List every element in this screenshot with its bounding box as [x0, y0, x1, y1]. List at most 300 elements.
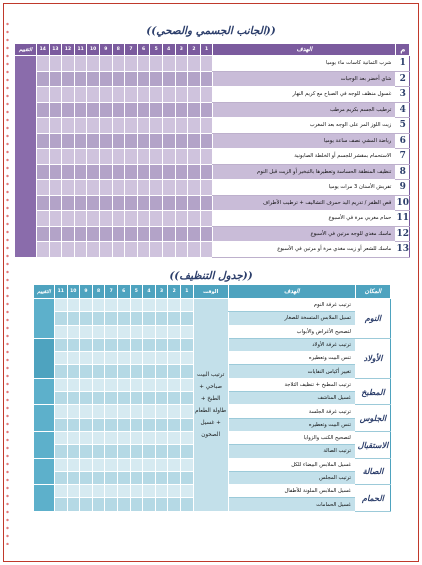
- day-check-cell[interactable]: [49, 180, 62, 196]
- day-check-cell[interactable]: [143, 418, 156, 431]
- day-check-cell[interactable]: [67, 445, 80, 458]
- day-check-cell[interactable]: [105, 392, 118, 405]
- day-check-cell[interactable]: [99, 71, 112, 87]
- day-check-cell[interactable]: [200, 211, 213, 227]
- day-check-cell[interactable]: [67, 471, 80, 484]
- day-check-cell[interactable]: [155, 458, 168, 471]
- day-check-cell[interactable]: [180, 299, 193, 312]
- day-check-cell[interactable]: [54, 498, 67, 511]
- day-check-cell[interactable]: [54, 378, 67, 391]
- day-check-cell[interactable]: [99, 242, 112, 258]
- day-check-cell[interactable]: [117, 392, 130, 405]
- day-check-cell[interactable]: [92, 352, 105, 365]
- day-check-cell[interactable]: [49, 164, 62, 180]
- day-check-cell[interactable]: [188, 71, 201, 87]
- day-check-cell[interactable]: [74, 133, 87, 149]
- day-check-cell[interactable]: [49, 242, 62, 258]
- day-check-cell[interactable]: [155, 352, 168, 365]
- day-check-cell[interactable]: [117, 338, 130, 351]
- day-check-cell[interactable]: [200, 164, 213, 180]
- day-check-cell[interactable]: [168, 312, 181, 325]
- day-check-cell[interactable]: [87, 211, 100, 227]
- day-check-cell[interactable]: [54, 458, 67, 471]
- day-check-cell[interactable]: [125, 211, 138, 227]
- day-check-cell[interactable]: [188, 164, 201, 180]
- day-check-cell[interactable]: [125, 71, 138, 87]
- day-check-cell[interactable]: [117, 458, 130, 471]
- day-check-cell[interactable]: [37, 149, 50, 165]
- day-check-cell[interactable]: [200, 133, 213, 149]
- day-check-cell[interactable]: [155, 392, 168, 405]
- day-check-cell[interactable]: [105, 312, 118, 325]
- day-check-cell[interactable]: [137, 180, 150, 196]
- evaluation-cell[interactable]: [34, 405, 55, 432]
- day-check-cell[interactable]: [180, 458, 193, 471]
- day-check-cell[interactable]: [37, 118, 50, 134]
- day-check-cell[interactable]: [130, 431, 143, 444]
- day-check-cell[interactable]: [80, 338, 93, 351]
- day-check-cell[interactable]: [62, 164, 75, 180]
- day-check-cell[interactable]: [180, 312, 193, 325]
- day-check-cell[interactable]: [80, 378, 93, 391]
- day-check-cell[interactable]: [54, 365, 67, 378]
- day-check-cell[interactable]: [200, 180, 213, 196]
- day-check-cell[interactable]: [180, 431, 193, 444]
- day-check-cell[interactable]: [143, 352, 156, 365]
- day-check-cell[interactable]: [188, 180, 201, 196]
- day-check-cell[interactable]: [155, 431, 168, 444]
- day-check-cell[interactable]: [67, 418, 80, 431]
- day-check-cell[interactable]: [74, 226, 87, 242]
- day-check-cell[interactable]: [99, 195, 112, 211]
- day-check-cell[interactable]: [99, 164, 112, 180]
- day-check-cell[interactable]: [37, 195, 50, 211]
- day-check-cell[interactable]: [80, 325, 93, 338]
- day-check-cell[interactable]: [62, 149, 75, 165]
- day-check-cell[interactable]: [130, 299, 143, 312]
- day-check-cell[interactable]: [200, 242, 213, 258]
- day-check-cell[interactable]: [130, 312, 143, 325]
- day-check-cell[interactable]: [175, 195, 188, 211]
- day-check-cell[interactable]: [54, 299, 67, 312]
- day-check-cell[interactable]: [74, 149, 87, 165]
- day-check-cell[interactable]: [143, 498, 156, 511]
- day-check-cell[interactable]: [175, 133, 188, 149]
- day-check-cell[interactable]: [137, 71, 150, 87]
- day-check-cell[interactable]: [168, 498, 181, 511]
- day-check-cell[interactable]: [155, 485, 168, 498]
- day-check-cell[interactable]: [180, 445, 193, 458]
- day-check-cell[interactable]: [175, 71, 188, 87]
- day-check-cell[interactable]: [125, 242, 138, 258]
- day-check-cell[interactable]: [80, 431, 93, 444]
- day-check-cell[interactable]: [168, 471, 181, 484]
- day-check-cell[interactable]: [80, 312, 93, 325]
- day-check-cell[interactable]: [87, 226, 100, 242]
- day-check-cell[interactable]: [62, 87, 75, 103]
- day-check-cell[interactable]: [143, 378, 156, 391]
- day-check-cell[interactable]: [155, 471, 168, 484]
- day-check-cell[interactable]: [67, 352, 80, 365]
- day-check-cell[interactable]: [87, 242, 100, 258]
- day-check-cell[interactable]: [54, 471, 67, 484]
- day-check-cell[interactable]: [130, 378, 143, 391]
- day-check-cell[interactable]: [80, 405, 93, 418]
- day-check-cell[interactable]: [49, 71, 62, 87]
- day-check-cell[interactable]: [92, 431, 105, 444]
- day-check-cell[interactable]: [112, 242, 125, 258]
- day-check-cell[interactable]: [200, 102, 213, 118]
- day-check-cell[interactable]: [54, 338, 67, 351]
- day-check-cell[interactable]: [150, 164, 163, 180]
- day-check-cell[interactable]: [175, 149, 188, 165]
- day-check-cell[interactable]: [117, 431, 130, 444]
- day-check-cell[interactable]: [92, 378, 105, 391]
- day-check-cell[interactable]: [175, 226, 188, 242]
- day-check-cell[interactable]: [105, 365, 118, 378]
- evaluation-cell[interactable]: [15, 56, 37, 258]
- day-check-cell[interactable]: [137, 242, 150, 258]
- day-check-cell[interactable]: [80, 445, 93, 458]
- day-check-cell[interactable]: [200, 87, 213, 103]
- day-check-cell[interactable]: [37, 226, 50, 242]
- day-check-cell[interactable]: [162, 149, 175, 165]
- day-check-cell[interactable]: [54, 418, 67, 431]
- day-check-cell[interactable]: [87, 195, 100, 211]
- day-check-cell[interactable]: [137, 102, 150, 118]
- day-check-cell[interactable]: [200, 118, 213, 134]
- day-check-cell[interactable]: [80, 485, 93, 498]
- day-check-cell[interactable]: [180, 471, 193, 484]
- day-check-cell[interactable]: [117, 418, 130, 431]
- day-check-cell[interactable]: [117, 485, 130, 498]
- day-check-cell[interactable]: [137, 149, 150, 165]
- day-check-cell[interactable]: [137, 133, 150, 149]
- evaluation-cell[interactable]: [34, 338, 55, 378]
- day-check-cell[interactable]: [130, 392, 143, 405]
- day-check-cell[interactable]: [162, 56, 175, 72]
- day-check-cell[interactable]: [130, 352, 143, 365]
- day-check-cell[interactable]: [62, 118, 75, 134]
- day-check-cell[interactable]: [175, 180, 188, 196]
- day-check-cell[interactable]: [105, 418, 118, 431]
- day-check-cell[interactable]: [49, 102, 62, 118]
- day-check-cell[interactable]: [180, 392, 193, 405]
- day-check-cell[interactable]: [92, 299, 105, 312]
- day-check-cell[interactable]: [162, 226, 175, 242]
- evaluation-cell[interactable]: [34, 458, 55, 485]
- day-check-cell[interactable]: [87, 87, 100, 103]
- day-check-cell[interactable]: [125, 56, 138, 72]
- day-check-cell[interactable]: [67, 338, 80, 351]
- day-check-cell[interactable]: [130, 365, 143, 378]
- day-check-cell[interactable]: [125, 118, 138, 134]
- day-check-cell[interactable]: [62, 226, 75, 242]
- day-check-cell[interactable]: [188, 211, 201, 227]
- day-check-cell[interactable]: [62, 56, 75, 72]
- day-check-cell[interactable]: [92, 312, 105, 325]
- day-check-cell[interactable]: [200, 149, 213, 165]
- evaluation-cell[interactable]: [34, 485, 55, 512]
- day-check-cell[interactable]: [67, 405, 80, 418]
- day-check-cell[interactable]: [37, 180, 50, 196]
- day-check-cell[interactable]: [155, 325, 168, 338]
- day-check-cell[interactable]: [125, 226, 138, 242]
- day-check-cell[interactable]: [143, 445, 156, 458]
- day-check-cell[interactable]: [92, 445, 105, 458]
- day-check-cell[interactable]: [62, 133, 75, 149]
- day-check-cell[interactable]: [168, 418, 181, 431]
- day-check-cell[interactable]: [80, 498, 93, 511]
- day-check-cell[interactable]: [200, 226, 213, 242]
- day-check-cell[interactable]: [99, 118, 112, 134]
- day-check-cell[interactable]: [168, 392, 181, 405]
- day-check-cell[interactable]: [188, 242, 201, 258]
- day-check-cell[interactable]: [180, 418, 193, 431]
- day-check-cell[interactable]: [105, 352, 118, 365]
- day-check-cell[interactable]: [54, 325, 67, 338]
- day-check-cell[interactable]: [74, 211, 87, 227]
- day-check-cell[interactable]: [162, 242, 175, 258]
- day-check-cell[interactable]: [87, 180, 100, 196]
- day-check-cell[interactable]: [150, 226, 163, 242]
- day-check-cell[interactable]: [54, 431, 67, 444]
- day-check-cell[interactable]: [162, 71, 175, 87]
- day-check-cell[interactable]: [175, 211, 188, 227]
- day-check-cell[interactable]: [125, 180, 138, 196]
- day-check-cell[interactable]: [150, 195, 163, 211]
- day-check-cell[interactable]: [80, 352, 93, 365]
- day-check-cell[interactable]: [105, 338, 118, 351]
- day-check-cell[interactable]: [54, 445, 67, 458]
- day-check-cell[interactable]: [143, 299, 156, 312]
- day-check-cell[interactable]: [49, 87, 62, 103]
- day-check-cell[interactable]: [125, 195, 138, 211]
- day-check-cell[interactable]: [92, 498, 105, 511]
- day-check-cell[interactable]: [188, 87, 201, 103]
- day-check-cell[interactable]: [168, 485, 181, 498]
- day-check-cell[interactable]: [67, 392, 80, 405]
- day-check-cell[interactable]: [99, 133, 112, 149]
- day-check-cell[interactable]: [87, 164, 100, 180]
- day-check-cell[interactable]: [74, 164, 87, 180]
- day-check-cell[interactable]: [125, 149, 138, 165]
- day-check-cell[interactable]: [162, 118, 175, 134]
- day-check-cell[interactable]: [62, 242, 75, 258]
- day-check-cell[interactable]: [80, 392, 93, 405]
- day-check-cell[interactable]: [117, 498, 130, 511]
- day-check-cell[interactable]: [54, 405, 67, 418]
- evaluation-cell[interactable]: [34, 299, 55, 339]
- day-check-cell[interactable]: [92, 405, 105, 418]
- day-check-cell[interactable]: [168, 378, 181, 391]
- day-check-cell[interactable]: [74, 195, 87, 211]
- day-check-cell[interactable]: [155, 338, 168, 351]
- day-check-cell[interactable]: [105, 431, 118, 444]
- day-check-cell[interactable]: [112, 180, 125, 196]
- day-check-cell[interactable]: [143, 365, 156, 378]
- day-check-cell[interactable]: [137, 87, 150, 103]
- day-check-cell[interactable]: [112, 56, 125, 72]
- day-check-cell[interactable]: [130, 471, 143, 484]
- day-check-cell[interactable]: [137, 164, 150, 180]
- day-check-cell[interactable]: [162, 133, 175, 149]
- day-check-cell[interactable]: [155, 445, 168, 458]
- day-check-cell[interactable]: [175, 102, 188, 118]
- day-check-cell[interactable]: [74, 118, 87, 134]
- day-check-cell[interactable]: [168, 431, 181, 444]
- day-check-cell[interactable]: [99, 180, 112, 196]
- day-check-cell[interactable]: [105, 325, 118, 338]
- day-check-cell[interactable]: [92, 338, 105, 351]
- day-check-cell[interactable]: [168, 325, 181, 338]
- day-check-cell[interactable]: [62, 211, 75, 227]
- day-check-cell[interactable]: [49, 118, 62, 134]
- day-check-cell[interactable]: [180, 352, 193, 365]
- day-check-cell[interactable]: [175, 164, 188, 180]
- day-check-cell[interactable]: [188, 102, 201, 118]
- day-check-cell[interactable]: [62, 71, 75, 87]
- day-check-cell[interactable]: [54, 392, 67, 405]
- day-check-cell[interactable]: [150, 242, 163, 258]
- day-check-cell[interactable]: [92, 458, 105, 471]
- day-check-cell[interactable]: [80, 418, 93, 431]
- day-check-cell[interactable]: [180, 378, 193, 391]
- day-check-cell[interactable]: [125, 87, 138, 103]
- day-check-cell[interactable]: [99, 102, 112, 118]
- day-check-cell[interactable]: [112, 211, 125, 227]
- day-check-cell[interactable]: [37, 71, 50, 87]
- day-check-cell[interactable]: [117, 312, 130, 325]
- day-check-cell[interactable]: [150, 211, 163, 227]
- day-check-cell[interactable]: [175, 87, 188, 103]
- day-check-cell[interactable]: [155, 378, 168, 391]
- day-check-cell[interactable]: [155, 498, 168, 511]
- day-check-cell[interactable]: [74, 180, 87, 196]
- day-check-cell[interactable]: [168, 458, 181, 471]
- day-check-cell[interactable]: [125, 102, 138, 118]
- day-check-cell[interactable]: [188, 118, 201, 134]
- day-check-cell[interactable]: [92, 365, 105, 378]
- day-check-cell[interactable]: [74, 56, 87, 72]
- day-check-cell[interactable]: [143, 485, 156, 498]
- day-check-cell[interactable]: [37, 164, 50, 180]
- day-check-cell[interactable]: [125, 164, 138, 180]
- day-check-cell[interactable]: [168, 338, 181, 351]
- day-check-cell[interactable]: [92, 485, 105, 498]
- day-check-cell[interactable]: [117, 352, 130, 365]
- day-check-cell[interactable]: [112, 195, 125, 211]
- day-check-cell[interactable]: [112, 164, 125, 180]
- day-check-cell[interactable]: [49, 211, 62, 227]
- day-check-cell[interactable]: [180, 485, 193, 498]
- day-check-cell[interactable]: [49, 56, 62, 72]
- day-check-cell[interactable]: [105, 405, 118, 418]
- day-check-cell[interactable]: [99, 56, 112, 72]
- day-check-cell[interactable]: [188, 226, 201, 242]
- day-check-cell[interactable]: [105, 498, 118, 511]
- day-check-cell[interactable]: [180, 338, 193, 351]
- day-check-cell[interactable]: [200, 195, 213, 211]
- day-check-cell[interactable]: [130, 458, 143, 471]
- day-check-cell[interactable]: [112, 226, 125, 242]
- day-check-cell[interactable]: [130, 485, 143, 498]
- day-check-cell[interactable]: [162, 102, 175, 118]
- day-check-cell[interactable]: [37, 211, 50, 227]
- day-check-cell[interactable]: [143, 325, 156, 338]
- day-check-cell[interactable]: [130, 445, 143, 458]
- day-check-cell[interactable]: [143, 338, 156, 351]
- day-check-cell[interactable]: [155, 365, 168, 378]
- day-check-cell[interactable]: [105, 378, 118, 391]
- day-check-cell[interactable]: [155, 418, 168, 431]
- day-check-cell[interactable]: [112, 149, 125, 165]
- day-check-cell[interactable]: [37, 102, 50, 118]
- day-check-cell[interactable]: [150, 71, 163, 87]
- day-check-cell[interactable]: [37, 87, 50, 103]
- day-check-cell[interactable]: [67, 325, 80, 338]
- day-check-cell[interactable]: [175, 242, 188, 258]
- day-check-cell[interactable]: [67, 378, 80, 391]
- day-check-cell[interactable]: [67, 498, 80, 511]
- day-check-cell[interactable]: [168, 365, 181, 378]
- day-check-cell[interactable]: [74, 242, 87, 258]
- day-check-cell[interactable]: [54, 312, 67, 325]
- day-check-cell[interactable]: [105, 445, 118, 458]
- evaluation-cell[interactable]: [34, 378, 55, 405]
- day-check-cell[interactable]: [80, 299, 93, 312]
- day-check-cell[interactable]: [143, 312, 156, 325]
- day-check-cell[interactable]: [150, 180, 163, 196]
- day-check-cell[interactable]: [180, 365, 193, 378]
- day-check-cell[interactable]: [37, 242, 50, 258]
- day-check-cell[interactable]: [67, 458, 80, 471]
- day-check-cell[interactable]: [67, 485, 80, 498]
- day-check-cell[interactable]: [112, 133, 125, 149]
- day-check-cell[interactable]: [117, 445, 130, 458]
- day-check-cell[interactable]: [143, 471, 156, 484]
- day-check-cell[interactable]: [87, 56, 100, 72]
- day-check-cell[interactable]: [155, 312, 168, 325]
- day-check-cell[interactable]: [162, 180, 175, 196]
- day-check-cell[interactable]: [87, 102, 100, 118]
- day-check-cell[interactable]: [137, 195, 150, 211]
- day-check-cell[interactable]: [74, 87, 87, 103]
- day-check-cell[interactable]: [87, 71, 100, 87]
- day-check-cell[interactable]: [150, 87, 163, 103]
- day-check-cell[interactable]: [112, 118, 125, 134]
- day-check-cell[interactable]: [162, 195, 175, 211]
- day-check-cell[interactable]: [155, 405, 168, 418]
- day-check-cell[interactable]: [92, 325, 105, 338]
- day-check-cell[interactable]: [130, 325, 143, 338]
- day-check-cell[interactable]: [143, 405, 156, 418]
- day-check-cell[interactable]: [143, 431, 156, 444]
- day-check-cell[interactable]: [188, 149, 201, 165]
- day-check-cell[interactable]: [125, 133, 138, 149]
- day-check-cell[interactable]: [74, 71, 87, 87]
- day-check-cell[interactable]: [130, 498, 143, 511]
- day-check-cell[interactable]: [117, 378, 130, 391]
- day-check-cell[interactable]: [175, 56, 188, 72]
- day-check-cell[interactable]: [130, 418, 143, 431]
- day-check-cell[interactable]: [92, 418, 105, 431]
- day-check-cell[interactable]: [67, 312, 80, 325]
- day-check-cell[interactable]: [105, 458, 118, 471]
- day-check-cell[interactable]: [188, 133, 201, 149]
- day-check-cell[interactable]: [92, 471, 105, 484]
- day-check-cell[interactable]: [67, 431, 80, 444]
